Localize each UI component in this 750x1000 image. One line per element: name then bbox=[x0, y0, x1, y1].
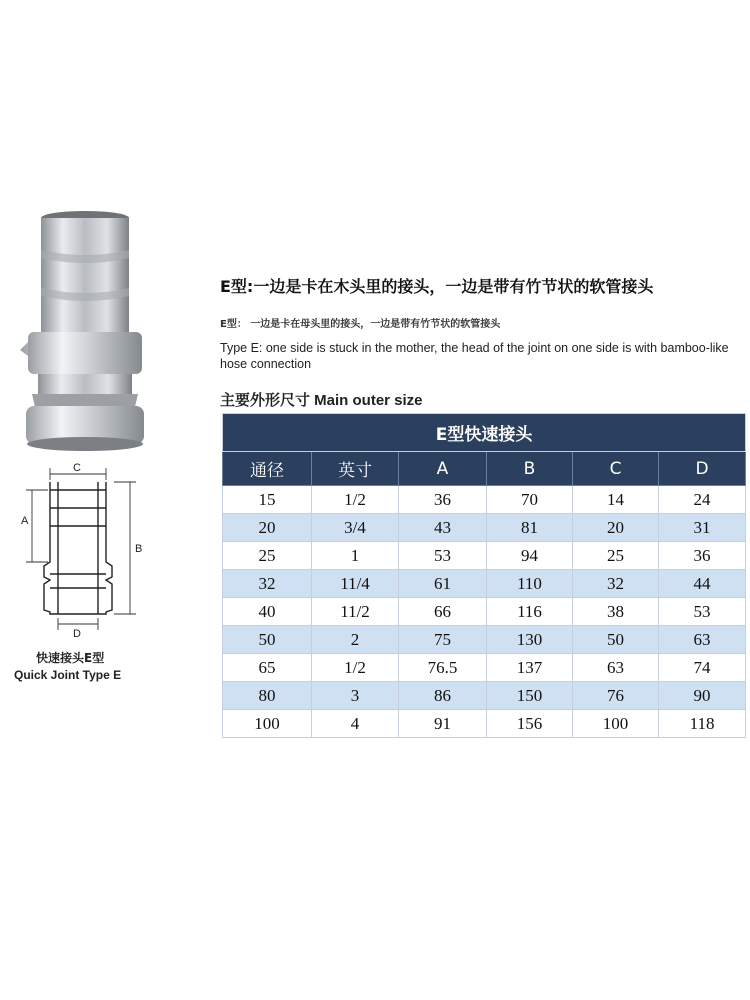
table-row bbox=[223, 710, 746, 738]
table-cell: 3 bbox=[312, 682, 399, 710]
subline: E型： 一边是卡在母头里的接头，一边是带有竹节状的软管接头 bbox=[220, 319, 501, 330]
product-image bbox=[20, 210, 150, 455]
table-cell: 63 bbox=[573, 654, 659, 682]
column-header: D bbox=[659, 452, 746, 486]
table-cell: 76 bbox=[573, 682, 659, 710]
table-cell: 94 bbox=[487, 542, 573, 570]
table-row bbox=[223, 682, 746, 710]
table-cell: 1 bbox=[312, 542, 399, 570]
table-cell: 40 bbox=[223, 598, 312, 626]
product-caption-en: Quick Joint Type E bbox=[14, 668, 122, 682]
table-cell: 118 bbox=[659, 710, 746, 738]
description: Type E: one side is stuck in the mother, the head of the joint on one side is with bamboo-like hose connection bbox=[220, 341, 729, 371]
column-header: 通径 bbox=[223, 452, 312, 486]
size-table bbox=[222, 413, 746, 738]
technical-drawing bbox=[10, 462, 150, 640]
table-cell: 36 bbox=[399, 486, 487, 514]
section-title: 主要外形尺寸 Main outer size bbox=[220, 392, 423, 409]
table-cell: 25 bbox=[223, 542, 312, 570]
table-cell: 74 bbox=[659, 654, 746, 682]
table-cell: 24 bbox=[659, 486, 746, 514]
table-cell: 20 bbox=[223, 514, 312, 542]
dimension-c-label: C bbox=[73, 462, 81, 474]
column-header: B bbox=[487, 452, 573, 486]
table-row bbox=[223, 654, 746, 682]
table-cell: 75 bbox=[399, 626, 487, 654]
table-cell: 31 bbox=[659, 514, 746, 542]
table-cell: 53 bbox=[659, 598, 746, 626]
table-cell: 50 bbox=[223, 626, 312, 654]
table-cell: 130 bbox=[487, 626, 573, 654]
table-cell: 70 bbox=[487, 486, 573, 514]
table-cell: 38 bbox=[573, 598, 659, 626]
product-caption-cn: 快速接头E型 bbox=[36, 651, 105, 665]
table-cell: 81 bbox=[487, 514, 573, 542]
table-row bbox=[223, 626, 746, 654]
table-row bbox=[223, 542, 746, 570]
table-cell: 76.5 bbox=[399, 654, 487, 682]
table-cell: 11/2 bbox=[312, 598, 399, 626]
table-title: E型快速接头 bbox=[223, 414, 746, 452]
table-cell: 43 bbox=[399, 514, 487, 542]
dimension-a-label: A bbox=[21, 515, 29, 527]
table-cell: 14 bbox=[573, 486, 659, 514]
table-cell: 1/2 bbox=[312, 654, 399, 682]
table-cell: 65 bbox=[223, 654, 312, 682]
table-cell: 11/4 bbox=[312, 570, 399, 598]
table-cell: 91 bbox=[399, 710, 487, 738]
headline: E型:一边是卡在木头里的接头，一边是带有竹节状的软管接头 bbox=[220, 277, 654, 296]
table-cell: 137 bbox=[487, 654, 573, 682]
table-cell: 53 bbox=[399, 542, 487, 570]
table-cell: 100 bbox=[573, 710, 659, 738]
table-cell: 32 bbox=[223, 570, 312, 598]
table-cell: 32 bbox=[573, 570, 659, 598]
table-row bbox=[223, 486, 746, 514]
table-cell: 15 bbox=[223, 486, 312, 514]
table-row bbox=[223, 514, 746, 542]
table-cell: 110 bbox=[487, 570, 573, 598]
column-header: A bbox=[399, 452, 487, 486]
table-cell: 2 bbox=[312, 626, 399, 654]
table-cell: 50 bbox=[573, 626, 659, 654]
table-cell: 116 bbox=[487, 598, 573, 626]
table-row bbox=[223, 598, 746, 626]
table-cell: 80 bbox=[223, 682, 312, 710]
column-header: 英寸 bbox=[312, 452, 399, 486]
table-cell: 156 bbox=[487, 710, 573, 738]
table-cell: 3/4 bbox=[312, 514, 399, 542]
table-cell: 86 bbox=[399, 682, 487, 710]
column-header: C bbox=[573, 452, 659, 486]
table-row bbox=[223, 570, 746, 598]
table-cell: 150 bbox=[487, 682, 573, 710]
table-cell: 25 bbox=[573, 542, 659, 570]
table-cell: 1/2 bbox=[312, 486, 399, 514]
table-cell: 63 bbox=[659, 626, 746, 654]
table-cell: 20 bbox=[573, 514, 659, 542]
table-header-row bbox=[223, 452, 746, 486]
dimension-d-label: D bbox=[73, 628, 81, 640]
table-cell: 100 bbox=[223, 710, 312, 738]
table-cell: 36 bbox=[659, 542, 746, 570]
table-cell: 90 bbox=[659, 682, 746, 710]
table-cell: 61 bbox=[399, 570, 487, 598]
table-cell: 4 bbox=[312, 710, 399, 738]
table-cell: 66 bbox=[399, 598, 487, 626]
dimension-b-label: B bbox=[135, 543, 143, 555]
table-cell: 44 bbox=[659, 570, 746, 598]
